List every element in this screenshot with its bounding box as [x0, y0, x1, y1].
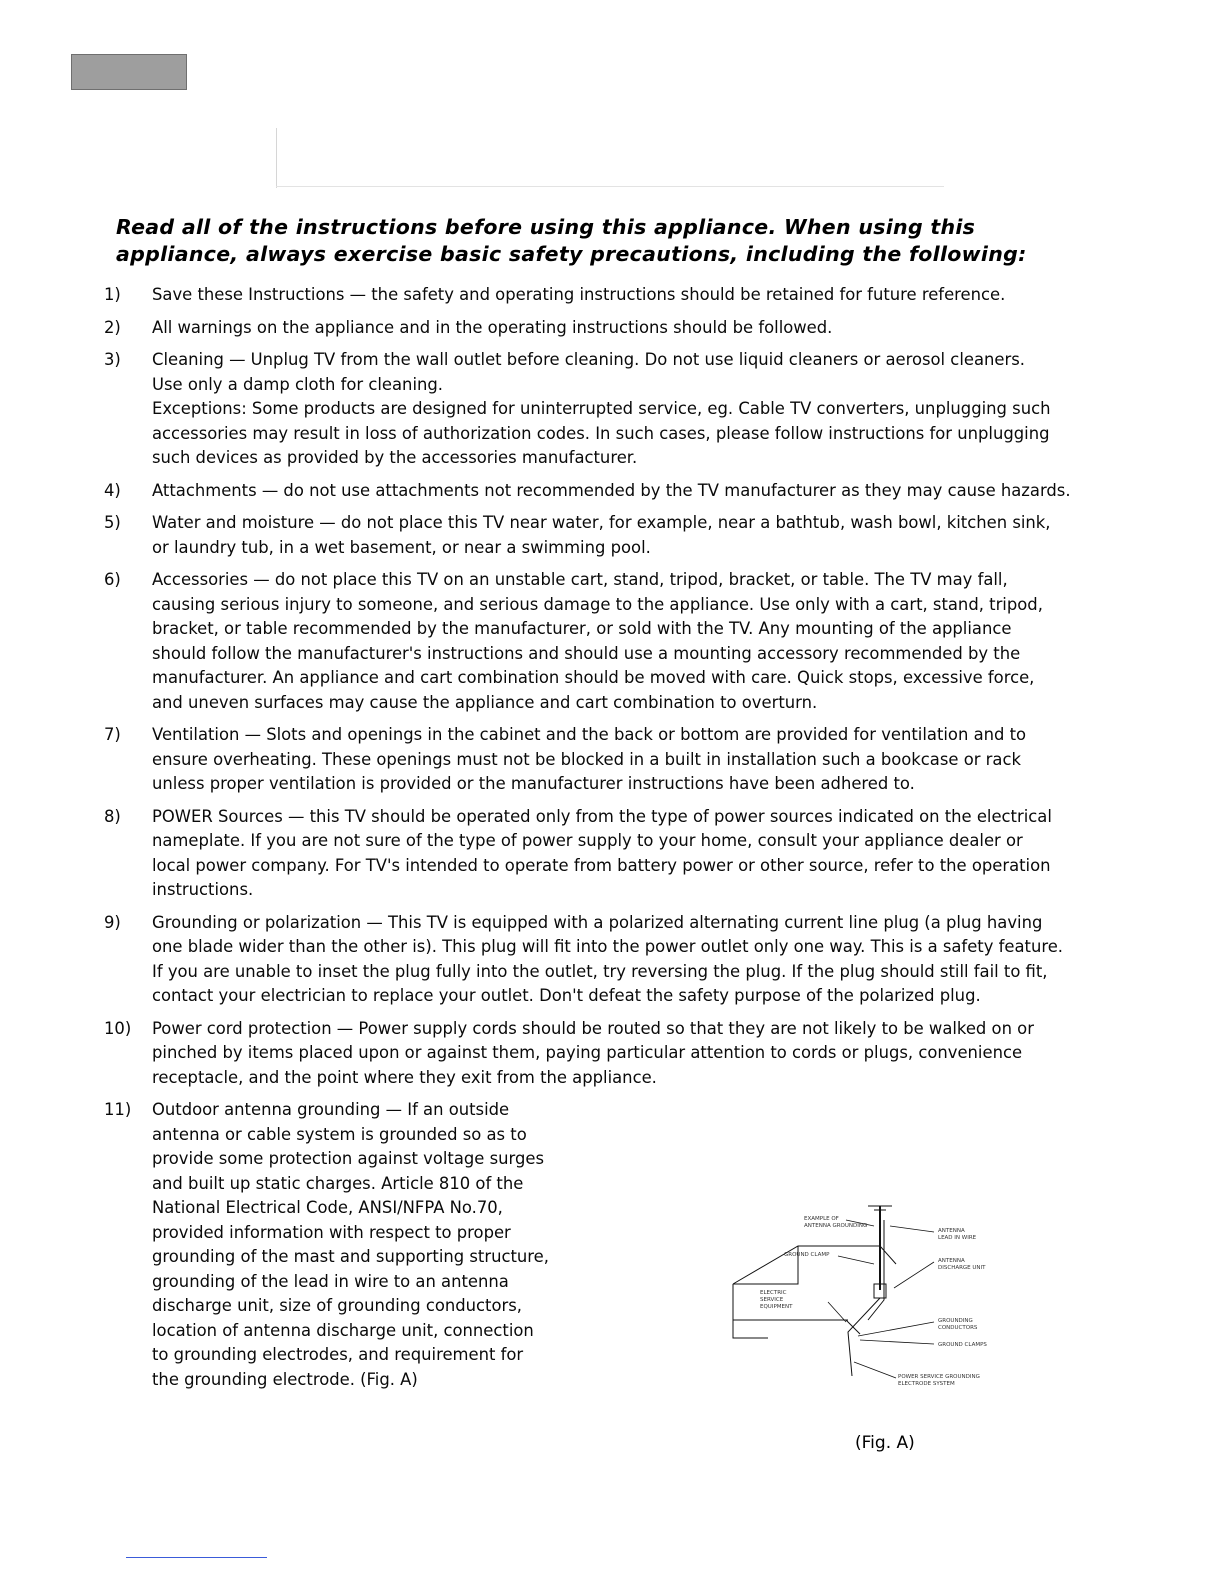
- item-text-line: Exceptions: Some products are designed for uninterrupted service, eg. Cable TV converters, unplugging such: [152, 399, 1051, 418]
- antenna-grounding-diagram: [728, 1180, 1028, 1410]
- label-power-service: ELECTRODE SYSTEM: [898, 1381, 955, 1387]
- item-text-line: Accessories — do not place this TV on an unstable cart, stand, tripod, bracket, or table. The TV may fall,: [152, 570, 1008, 589]
- instruction-item-1: [104, 283, 1154, 308]
- instruction-item-8: [104, 805, 1154, 903]
- label-lead-in: LEAD IN WIRE: [938, 1235, 977, 1241]
- item-number: 8): [104, 806, 121, 826]
- item-text-line: local power company. For TV's intended to operate from battery power or other source, refer to the operation: [152, 855, 1051, 875]
- item-text-line: Ventilation — Slots and openings in the cabinet and the back or bottom are provided for ventilation and to: [152, 725, 1027, 744]
- item-text-line: Use only a damp cloth for cleaning.: [152, 374, 443, 394]
- item-number: 2): [104, 317, 121, 337]
- label-lead-in: ANTENNA: [938, 1228, 965, 1234]
- service-box-outline: [733, 1320, 768, 1338]
- item-text-line: receptacle, and the point where they exit from the appliance.: [152, 1067, 657, 1087]
- label-electric: SERVICE: [760, 1297, 784, 1303]
- figure-caption: (Fig. A): [855, 1433, 915, 1453]
- item-number: 4): [104, 480, 121, 500]
- item-text-line: If you are unable to inset the plug fully into the outlet, try reversing the plug. If the plug should still fail to fit,: [152, 961, 1048, 981]
- item-number: 5): [104, 513, 121, 532]
- item-text-line: the grounding electrode. (Fig. A): [152, 1369, 418, 1389]
- label-example: EXAMPLE OF: [804, 1216, 839, 1222]
- intro-line: appliance, always exercise basic safety precautions, including the following:: [116, 242, 1027, 266]
- item-text-line: one blade wider than the other is). This plug will fit into the power outlet only one way. This is a safety feature.: [152, 937, 1064, 956]
- label-discharge: ANTENNA: [938, 1258, 965, 1264]
- label-grounding-conductors: CONDUCTORS: [938, 1325, 978, 1331]
- item-text-line: grounding of the mast and supporting structure,: [152, 1247, 549, 1266]
- item-text-line: POWER Sources — this TV should be operated only from the type of power sources indicated on the electrical: [152, 806, 1052, 826]
- item-text-line: All warnings on the appliance and in the operating instructions should be followed.: [152, 317, 833, 337]
- item-number: 11): [104, 1100, 132, 1119]
- label-power-service: POWER SERVICE GROUNDING: [898, 1374, 980, 1380]
- item-text-line: bracket, or table recommended by the manufacturer, or sold with the TV. Any mounting of the appliance: [152, 619, 1012, 638]
- item-text-line: ensure overheating. These openings must not be blocked in a built in installation such a bookcase or rack: [152, 749, 1021, 769]
- item-text-line: and uneven surfaces may cause the appliance and cart combination to overturn.: [152, 692, 818, 712]
- item-text-line: provide some protection against voltage surges: [152, 1149, 544, 1168]
- instruction-item-6: [104, 568, 1154, 715]
- item-text-line: contact your electrician to replace your outlet. Don't defeat the safety purpose of the polarized plug.: [152, 986, 981, 1005]
- item-text-line: location of antenna discharge unit, connection: [152, 1320, 534, 1340]
- item-number: 6): [104, 570, 121, 589]
- faint-rule-horizontal: [276, 186, 944, 187]
- intro-line: Read all of the instructions before using this appliance. When using this: [116, 215, 976, 239]
- intro-heading: [116, 214, 1146, 268]
- label-discharge: DISCHARGE UNIT: [938, 1265, 986, 1271]
- item-text-line: discharge unit, size of grounding conductors,: [152, 1296, 522, 1315]
- item-text-line: Attachments — do not use attachments not recommended by the TV manufacturer as they may cause hazards.: [152, 480, 1071, 500]
- bottom-rule: [126, 1557, 267, 1558]
- item-number: 9): [104, 912, 121, 932]
- item-text-line: National Electrical Code, ANSI/NFPA No.70,: [152, 1198, 503, 1217]
- item-text-line: pinched by items placed upon or against them, paying particular attention to cords or plugs, convenience: [152, 1043, 1023, 1062]
- item-text-line: and built up static charges. Article 810 of the: [152, 1173, 524, 1193]
- item-number: 3): [104, 350, 121, 369]
- item-text-line: unless proper ventilation is provided or the manufacturer instructions have been adhered to.: [152, 774, 915, 793]
- item-text-line: antenna or cable system is grounded so as to: [152, 1124, 527, 1144]
- instruction-item-5: [104, 511, 1154, 560]
- label-example: ANTENNA GROUNDING: [804, 1223, 868, 1229]
- item-text-line: should follow the manufacturer's instructions and should use a mounting accessory recommended by the: [152, 643, 1021, 663]
- item-text-line: nameplate. If you are not sure of the type of power supply to your home, consult your appliance dealer or: [152, 831, 1023, 850]
- item-text-line: instructions.: [152, 880, 254, 899]
- item-text-line: Power cord protection — Power supply cords should be routed so that they are not likely to be walked on or: [152, 1018, 1034, 1038]
- instruction-item-10: [104, 1017, 1154, 1091]
- item-number: 1): [104, 285, 121, 304]
- item-text-line: Grounding or polarization — This TV is equipped with a polarized alternating current line plug (a plug having: [152, 912, 1043, 932]
- item-text-line: causing serious injury to someone, and serious damage to the appliance. Use only with a cart, stand, tripod,: [152, 594, 1043, 614]
- item-text-line: grounding of the lead in wire to an antenna: [152, 1271, 509, 1291]
- instruction-item-7: [104, 723, 1154, 797]
- house-wall-outline: [733, 1284, 848, 1320]
- instruction-item-2: [104, 316, 1154, 341]
- item-text-line: such devices as provided by the accessories manufacturer.: [152, 448, 638, 467]
- item-text-line: or laundry tub, in a wet basement, or near a swimming pool.: [152, 537, 651, 557]
- item-text-line: manufacturer. An appliance and cart combination should be moved with care. Quick stops, excessive force,: [152, 668, 1035, 687]
- item-text-line: Outdoor antenna grounding — If an outside: [152, 1100, 510, 1119]
- instruction-item-11: [104, 1098, 632, 1392]
- label-ground-clamp: GROUND CLAMP: [784, 1252, 830, 1258]
- lead-in-wire: [868, 1220, 884, 1320]
- item-text-line: to grounding electrodes, and requirement for: [152, 1345, 524, 1364]
- grounding-conductor: [848, 1298, 880, 1376]
- item-number: 7): [104, 725, 121, 744]
- faint-rule-vertical: [276, 128, 277, 188]
- header-tab-block: [71, 54, 187, 90]
- label-grounding-conductors: GROUNDING: [938, 1318, 973, 1324]
- instruction-item-4: [104, 479, 1154, 504]
- instruction-item-3: [104, 348, 1154, 471]
- label-electric: ELECTRIC: [760, 1290, 787, 1296]
- label-electric: EQUIPMENT: [760, 1304, 793, 1310]
- item-number: 10): [104, 1018, 132, 1038]
- instruction-item-9: [104, 911, 1154, 1009]
- item-text-line: Cleaning — Unplug TV from the wall outlet before cleaning. Do not use liquid cleaners or aerosol cleaners.: [152, 350, 1025, 369]
- item-text-line: Save these Instructions — the safety and operating instructions should be retained for future reference.: [152, 285, 1006, 304]
- label-ground-clamps: GROUND CLAMPS: [938, 1342, 987, 1348]
- item-text-line: Water and moisture — do not place this TV near water, for example, near a bathtub, wash bowl, kitchen sink,: [152, 513, 1051, 532]
- item-text-line: accessories may result in loss of authorization codes. In such cases, please follow instructions for unplugging: [152, 423, 1050, 443]
- item-text-line: provided information with respect to proper: [152, 1222, 511, 1242]
